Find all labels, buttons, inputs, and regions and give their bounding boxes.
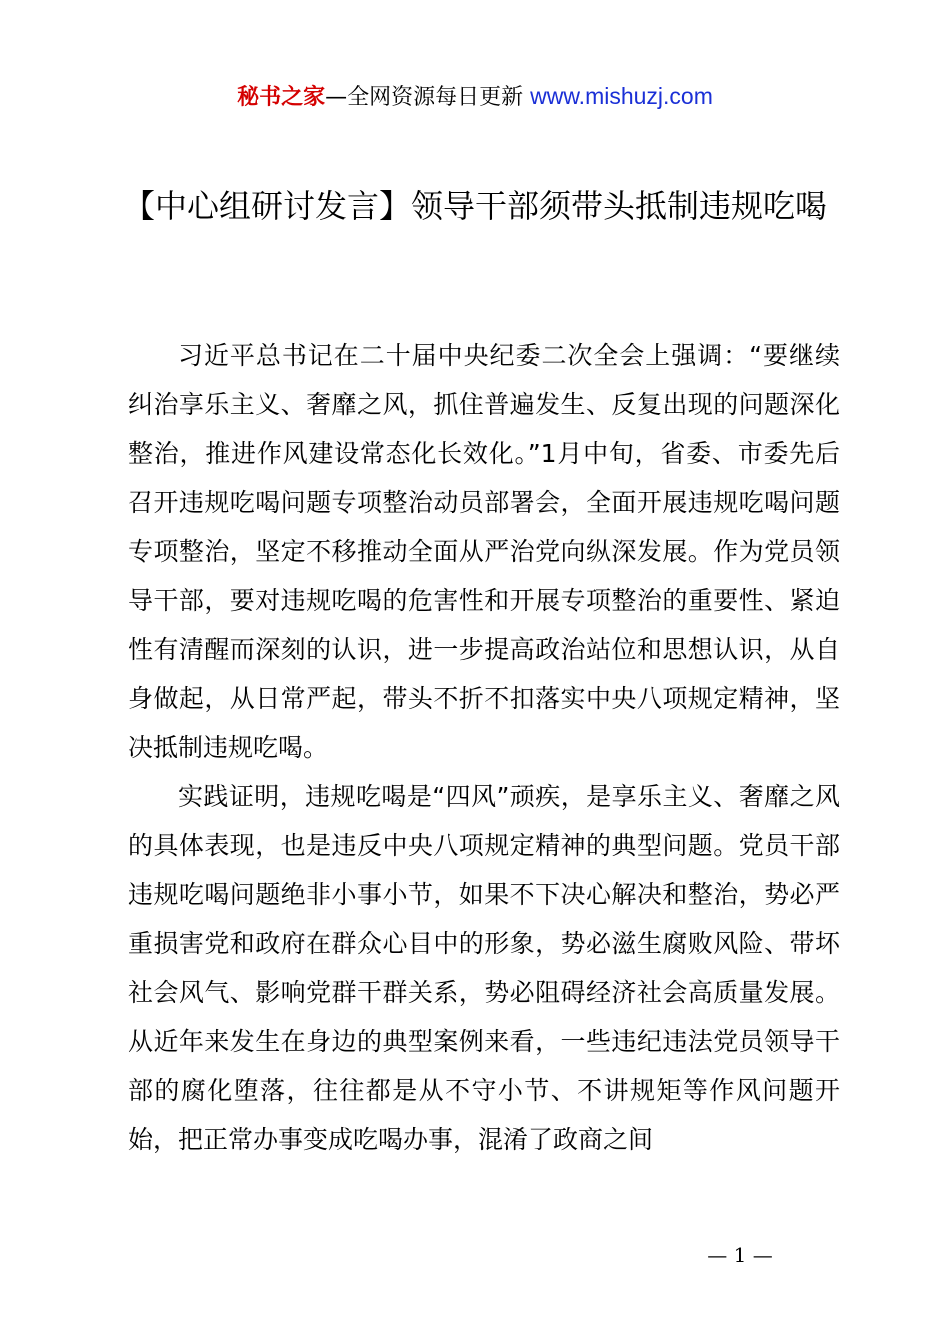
paragraph: 实践证明，违规吃喝是“四风”顽疾，是享乐主义、奢靡之风的具体表现，也是违反中央八项规定精神的典型问题。党员干部违规吃喝问题绝非小事小节，如果不下决心解决和整治，势必严重损害党和政府在群众心目中的形象，势必滋生腐败风险、带坏社会风气、影响党群干群关系，势必阻碍经济社会高质量发展。从近年来发生在身边的典型案例来看，一些违纪违法党员领导干部的腐化堕落，往往都是从不守小节、不讲规矩等作风问题开始，把正常办事变成吃喝办事，混淆了政商之间	[128, 782, 840, 1154]
document-title: 【中心组研讨发言】领导干部须带头抵制违规吃喝	[122, 187, 827, 225]
site-header	[0, 78, 950, 116]
paragraph: 习近平总书记在二十届中央纪委二次全会上强调：“要继续纠治享乐主义、奢靡之风，抓住普遍发生、反复出现的问题深化整治，推进作风建设常态化长效化。”1月中旬，省委、市委先后召开违规吃喝问题专项整治动员部署会，全面开展违规吃喝问题专项整治，坚定不移推动全面从严治党向纵深发展。作为党员领导干部，要对违规吃喝的危害性和开展专项整治的重要性、紧迫性有清醒而深刻的认识，进一步提高政治站位和思想认识，从自身做起，从日常严起，带头不折不扣落实中央八项规定精神，坚决抵制违规吃喝。	[128, 341, 840, 762]
site-tagline: —全网资源每日更新	[325, 85, 524, 110]
page-number: — 1 —	[707, 1243, 773, 1267]
site-url-link[interactable]: www.mishuzj.com	[530, 83, 713, 109]
document-body	[128, 331, 840, 1164]
site-brand: 秘书之家	[237, 85, 326, 110]
